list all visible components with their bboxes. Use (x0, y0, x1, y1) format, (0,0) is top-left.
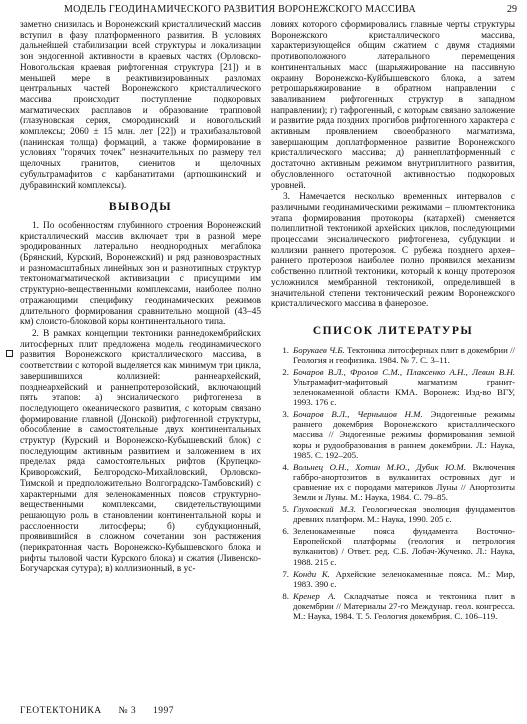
reference-item (271, 569, 515, 589)
reference-item (271, 409, 515, 459)
reference-text: Складчатые пояса и тектоника плит в докембрии // Материалы 27-го Междунар. геол. конгресса. М.: Наука, 1984. Т. 5. Геология докембрия. С. 106–119. (293, 590, 515, 622)
page-footer (20, 706, 188, 716)
reference-authors: Вольнец О.Н., Хотин М.Ю., Дубик Ю.М. (293, 461, 466, 472)
conclusion-2-continuation: ловиях которого сформировались главные черты структуры Воронежского кристаллического массива, характеризующейся общим сжатием с двумя стадиями противоположного латерального перемещения континентальных масс (шарьяжирование на пассивную окраину Воронежско-Куйбышевского блока, а затем ретрошарьяжирование в обратном направлении с заваливанием рифтогенных структур в западном направлении); г) тафрогенный, с которым связано заложение и развитие ряда поздних прогибов рифтогенного характера с активным проявлением своеобразного магматизма, завершающим доплатформенное развитие Воронежского кристаллического массива; д) раннеплатформенный с достаточно активным режимом внутриплитного развития, обусловленного остаточной активностью подкоровых уровней. (271, 20, 515, 191)
issue-number: № 3 (118, 706, 137, 716)
reference-body (293, 526, 515, 566)
reference-text: Зеленокаменные пояса фундамента Восточно-Европейской платформы (геология и петрология вулканитов) / Ответ. ред. С.Б. Лобач-Жученко. Л.: Наука, 1988. 215 с. (293, 526, 515, 567)
reference-number: 3. (282, 409, 289, 420)
reference-number: 5. (282, 504, 289, 515)
reference-number: 7. (282, 568, 289, 579)
conclusion-3: 3. Намечается несколько временных интервалов с различными геодинамическими режимами – плюмтектоника этапа формирования протокоры (катархей) сменяется полиплитной тектоникой архейских циклов, последующими процессами энсиалического рифтогенеза, субдукции и коллизии раннего протерозоя. С рубежа позднего архея–раннего протерозоя наиболее полно проявился механизм собственно плитной тектоники, который к концу протерозоя усложнился мембранной тектоникой, определившей в значительной степени тектонический режим Воронежского кристаллического массива в фанерозое. (271, 192, 515, 310)
journal-name: ГЕОТЕКТОНИКА (20, 706, 102, 716)
reference-item (271, 367, 515, 407)
reference-item (271, 591, 515, 621)
conclusion-2: 2. В рамках концепции тектоники раннедокембрийских литосферных плит предложена модель геодинамического развития Воронежского кристаллического массива, в соответствии с которой выделяется как минимум три цикла, завершившихся коллизией: раннеархейский, позднеархейский и раннепротерозойский, включающий пять этапов: а) энсиалического рифтогенеза в последующего океанического развития, с которым связано формирование главной (Донской) рифтогенной структуры, обособление в самостоятельные двух континентальных структур (Курский и Воронежско-Кубышевский блок) с последующим активным развитием и заложением в их пределах ряда самостоятельных рифтов (Крупецко-Криворожский, Белгородско-Михайловский, Орловско-Тимской и предположительно Волгоградско-Тамбовский) с характерными для зеленокаменных поясов структурно-вещественными комплексами, свидетельствующими решающую роль в становлении континентальной коры и расслоенности литосферы; б) субдукционный, проявившийся в сложном сочетании зон растяжения (перикратонная часть Воронежско-Кубышевского блока и рифты тыловой части Курского блока) и сжатия (Ливенско-Богучарская сутура); в) коллизионный, в ус- (20, 328, 261, 575)
reference-text: Включения габбро-анортозитов в вулканитах островных дуг и сравнение их с породами материков Луны // Анортозиты Земли и Луны. М.: Наука, 1984. С. 79–85. (293, 461, 515, 502)
reference-item (271, 526, 515, 566)
reference-authors: Бочаров В.Л., Чернышов Н.М. (293, 409, 423, 420)
reference-body (293, 569, 515, 589)
references-heading: СПИСОК ЛИТЕРАТУРЫ (312, 324, 474, 337)
right-column (271, 20, 515, 696)
reference-body (293, 367, 515, 407)
left-column (20, 20, 261, 696)
intro-paragraph: заметно снизилась и Воронежский кристаллический массив вступил в фазу платформенного развития. В условиях дальнейшей стабилизации всей структуры и локализации зон эндогенной активности в краевых частях (Орловско-Новогольская краевая рифтогенная структура [21]) и в меньшей мере в реактивизированных разломах центральных частей Воронежского кристаллического массива происходит поступление подкоровых магматических расплавов и образование трапповой (глазуновская серия, смородинский и новогольский комплексы; 2060 ± 15 млн. лет [22]) и трахибазальтовой (панинская толща) формаций, а также формирование в условиях "горячих точек" незначительных по размеру тел щелочных гранитов, сиенитов и щелочных субультрамафитов с карбанатитами (артюшкинский и дубравинский комплексы). (20, 20, 261, 191)
reference-item (271, 462, 515, 502)
reference-authors: Борукаев Ч.Б. (293, 344, 345, 355)
issue-year: 1997 (153, 706, 175, 716)
reference-text: Геологическая эволюция фундаментов древних платформ. М.: Наука, 1990. 205 с. (293, 504, 515, 525)
conclusion-1: 1. По особенностям глубинного строения Воронежский кристаллический массив включает три в разной мере эродированных латерально неоднородных мегаблока (Брянский, Курский, Воронежский) и ряд разновозрастных и разномасштабных линейных зон и разнотипных структур тектономагматической активизации с присущими им структурно-вещественными комплексами, наиболее полно отражающими специфику геодинамических режимов длительного формирования сравнительно мощной (43–45 км) слоисто-блоковой коры континентального типа. (20, 220, 261, 328)
margin-mark (6, 350, 13, 357)
reference-text: Ультрамафит-мафитовый магматизм гранит-зеленокаменной области КМА. Воронеж: Изд-во ВГУ, 1993. 176 с. (293, 376, 515, 408)
conclusions-heading: ВЫВОДЫ (108, 201, 173, 214)
page-number: 29 (507, 4, 517, 15)
reference-authors: Конди К. (293, 568, 330, 579)
running-title: МОДЕЛЬ ГЕОДИНАМИЧЕСКОГО РАЗВИТИЯ ВОРОНЕЖСКОГО МАССИВА (64, 4, 416, 15)
reference-authors: Кренер А. (293, 590, 336, 601)
reference-number: 4. (282, 461, 289, 472)
reference-body (293, 345, 515, 365)
running-header (18, 4, 517, 16)
reference-body (293, 504, 515, 524)
reference-number: 8. (282, 590, 289, 601)
reference-number: 1. (282, 344, 289, 355)
reference-number: 2. (282, 366, 289, 377)
reference-text: Эндогенные режимы раннего докембрия Воронежского кристаллического массива // Эндогенные режимы формирования земной коры и рудообразования в раннем докембрии. Л.: Наука, 1985. С. 192–205. (293, 409, 515, 460)
reference-text: Архейские зеленокаменные пояса. М.: Мир, 1983. 390 с. (293, 568, 515, 589)
reference-authors: Бочаров В.Л., Фролов С.М., Плаксенко А.Н., Левин В.Н. (293, 366, 515, 377)
reference-body (293, 409, 515, 459)
reference-item (271, 345, 515, 365)
reference-item (271, 504, 515, 524)
reference-body (293, 462, 515, 502)
reference-list (271, 345, 515, 621)
reference-authors: Глуховский М.З. (293, 504, 356, 515)
reference-body (293, 591, 515, 621)
reference-number: 6. (282, 526, 289, 537)
reference-text: Тектоника литосферных плит в докембрии // Геология и геофизика. 1984. № 7. С. 3–11. (293, 344, 515, 365)
